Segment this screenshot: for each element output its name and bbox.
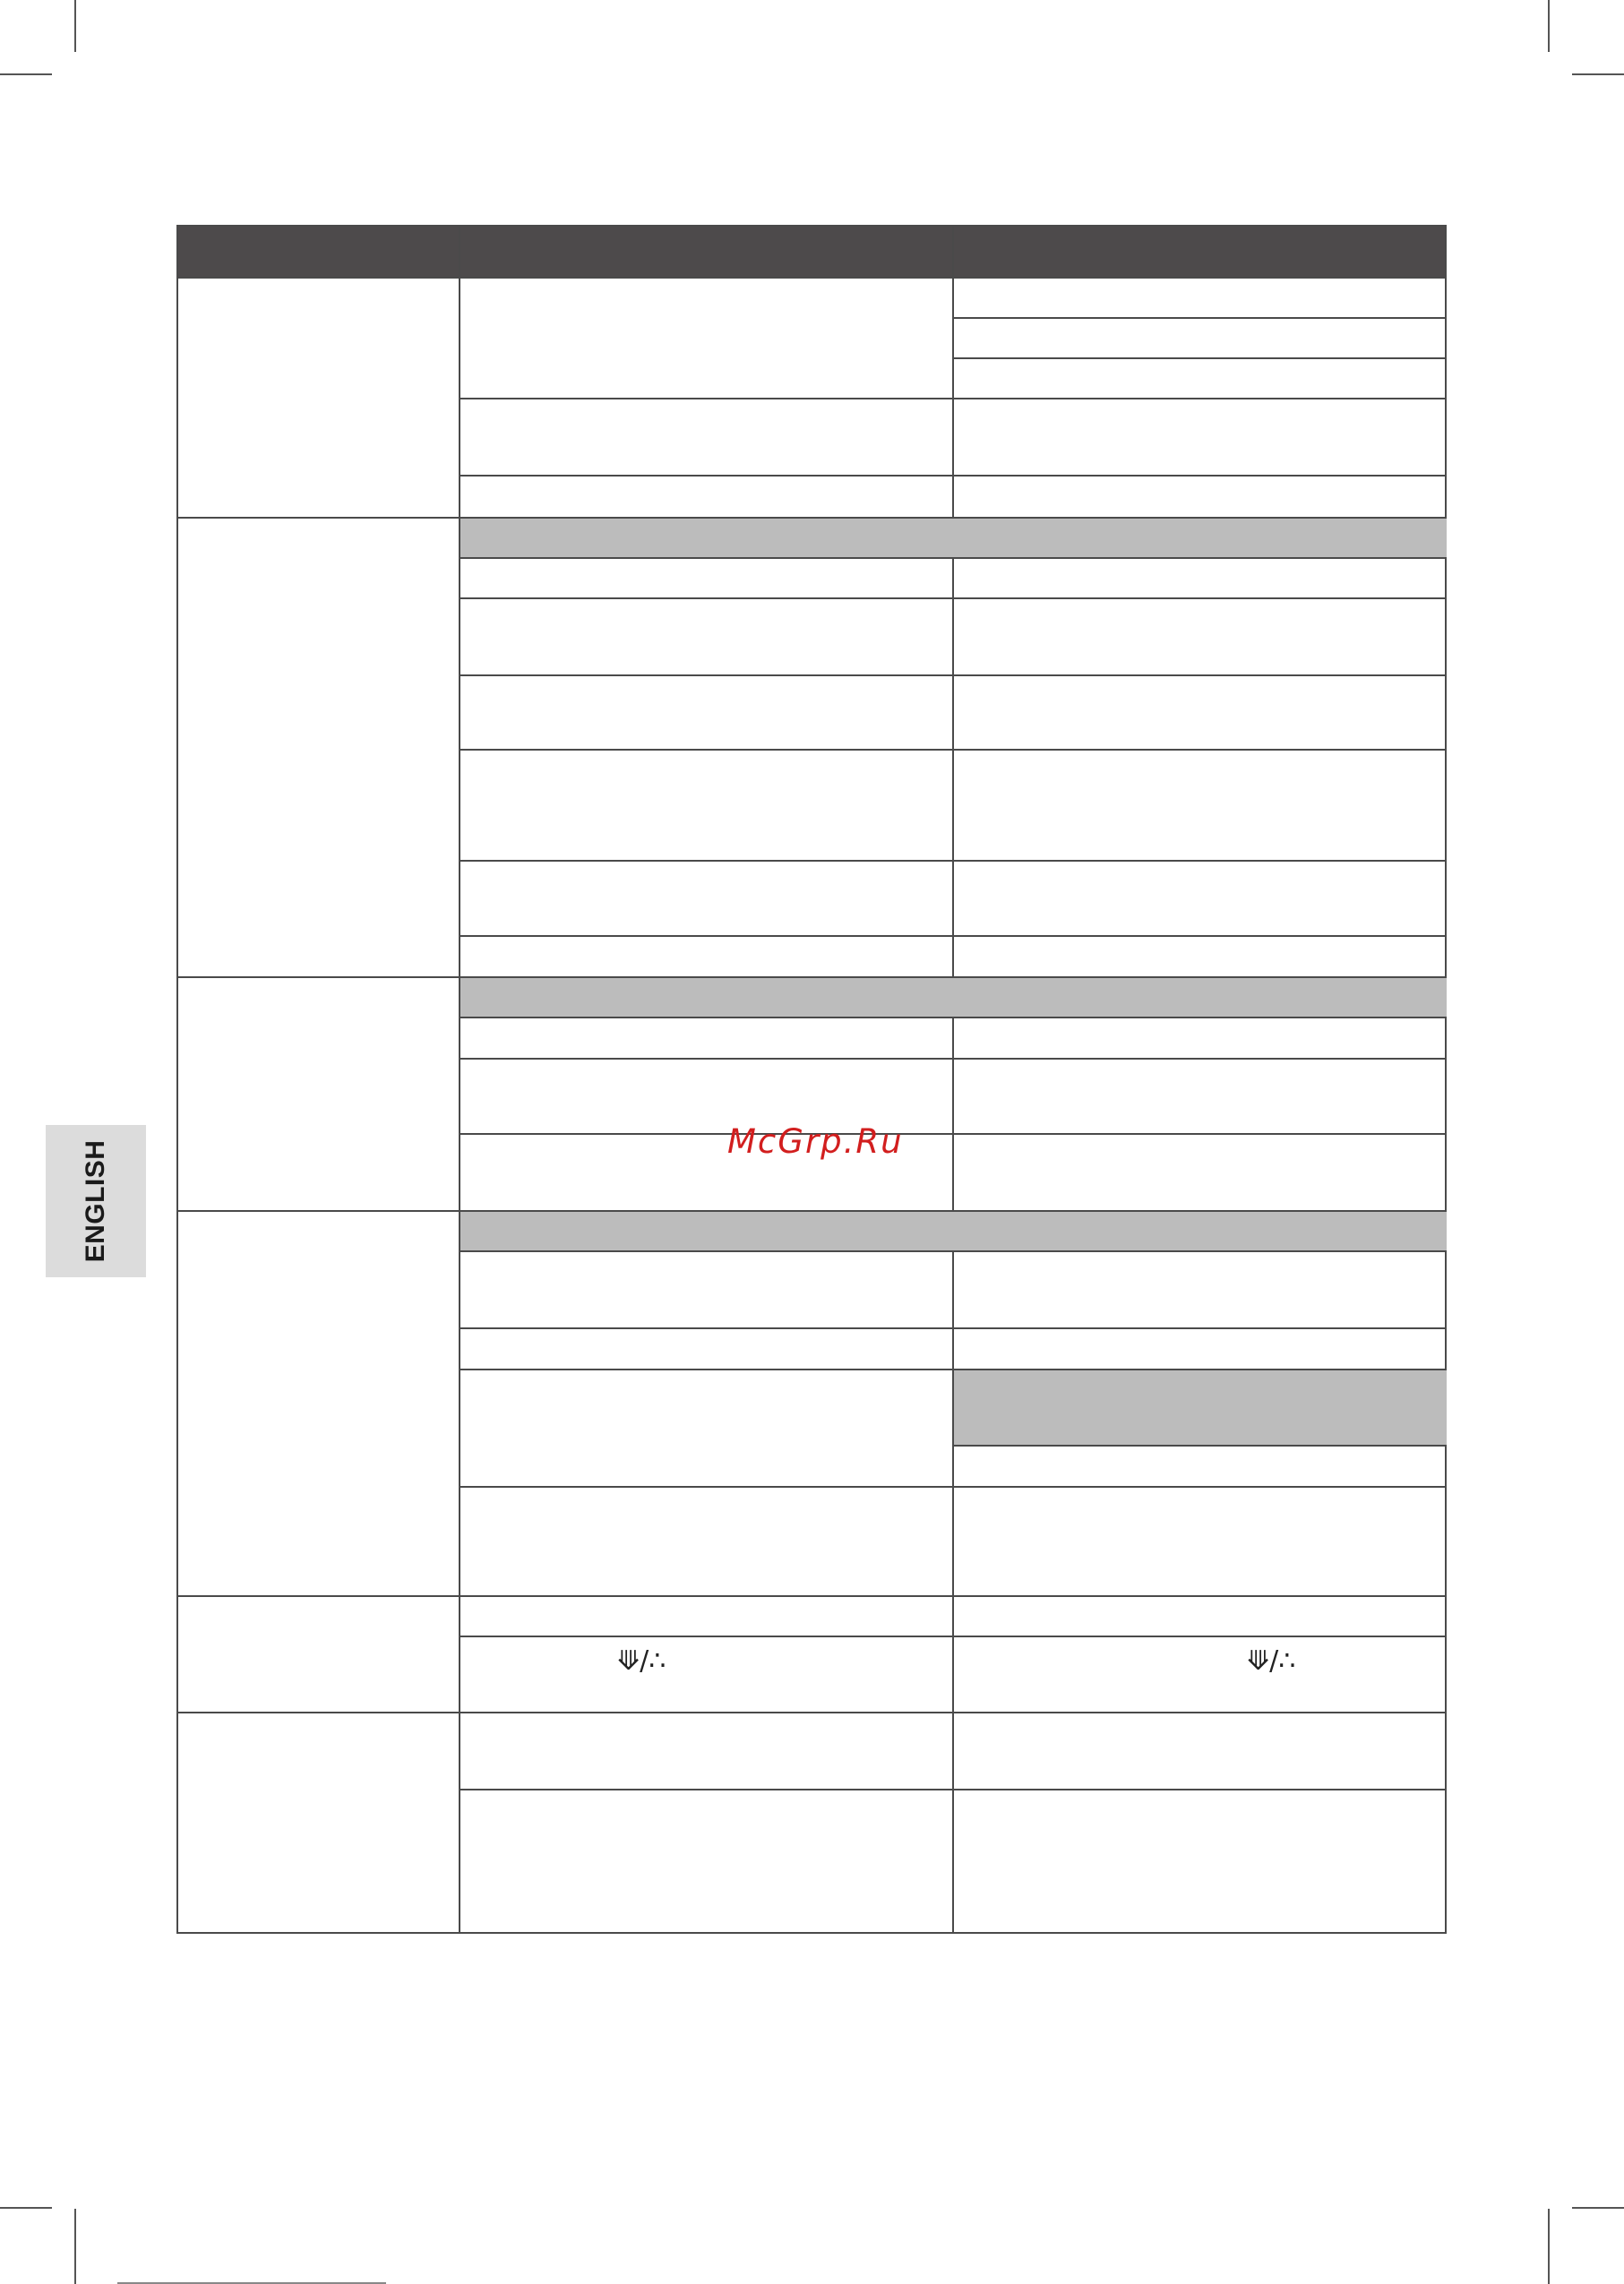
row-divider: [459, 1636, 1447, 1637]
section-band: [460, 978, 1447, 1018]
row-divider: [459, 1250, 1447, 1252]
section-divider: [178, 976, 1447, 978]
watermark: McGrp.Ru: [727, 1122, 904, 1161]
troubleshooting-table: [176, 225, 1447, 1934]
language-tab: [46, 1125, 146, 1277]
row-divider: [459, 597, 1447, 599]
section-band: [460, 519, 1447, 559]
section-divider: [178, 1595, 1447, 1597]
section-band: [460, 1212, 1447, 1252]
section-divider: [178, 1210, 1447, 1212]
table-header: [178, 227, 1445, 277]
row-divider: [459, 557, 1447, 559]
row-divider: [459, 1369, 1447, 1370]
row-divider: [459, 749, 1447, 751]
row-divider: [952, 357, 1447, 359]
section-divider: [178, 277, 1447, 279]
row-divider: [459, 860, 1447, 862]
row-divider: [952, 1445, 1447, 1447]
row-divider: [459, 1017, 1447, 1018]
row-divider: [459, 1133, 1447, 1135]
steam-drip-icon: ⟱/∴: [1247, 1645, 1296, 1677]
steam-drip-icon: ⟱/∴: [617, 1645, 666, 1677]
column-divider: [952, 1018, 954, 1212]
row-divider: [459, 935, 1447, 937]
language-label: ENGLISH: [81, 1139, 110, 1263]
row-divider: [459, 398, 1447, 399]
row-divider: [459, 1058, 1447, 1060]
row-divider: [459, 674, 1447, 676]
section-divider: [178, 517, 1447, 519]
row-divider: [459, 475, 1447, 477]
highlight-cell: [954, 1370, 1447, 1447]
column-divider: [459, 227, 460, 1932]
column-divider: [952, 1252, 954, 1932]
section-divider: [178, 1712, 1447, 1713]
row-divider: [952, 317, 1447, 319]
column-divider: [952, 559, 954, 978]
row-divider: [459, 1486, 1447, 1488]
row-divider: [459, 1327, 1447, 1329]
row-divider: [459, 1789, 1447, 1790]
